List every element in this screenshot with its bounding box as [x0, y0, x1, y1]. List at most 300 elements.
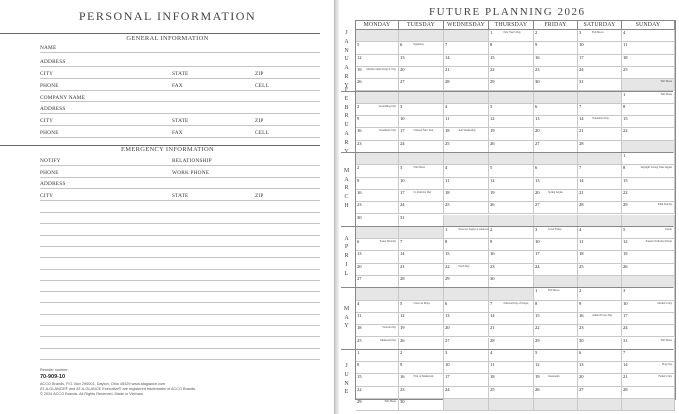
day-cell[interactable] — [399, 67, 444, 78]
day-cell[interactable] — [399, 178, 444, 189]
day-cell[interactable] — [578, 325, 622, 336]
day-number: 4 — [623, 30, 626, 35]
day-cell[interactable] — [356, 79, 399, 90]
day-cell[interactable] — [444, 153, 489, 164]
day-number: 19 — [490, 128, 495, 134]
day-cell[interactable] — [444, 92, 489, 103]
day-cell[interactable] — [444, 338, 489, 349]
day-cell[interactable] — [399, 30, 444, 41]
day-number: 28 — [490, 337, 495, 343]
day-cell[interactable] — [622, 128, 675, 139]
day-cell[interactable] — [489, 190, 534, 201]
day-cell[interactable] — [489, 251, 534, 262]
day-cell[interactable] — [444, 128, 489, 139]
day-cell[interactable] — [489, 141, 534, 152]
day-cell[interactable] — [444, 42, 489, 53]
day-cell[interactable] — [534, 374, 578, 385]
day-cell[interactable] — [578, 338, 622, 349]
day-number: 21 — [623, 374, 628, 380]
day-cell[interactable] — [489, 301, 534, 312]
day-cell[interactable] — [444, 350, 489, 361]
day-cell[interactable] — [356, 215, 399, 226]
day-cell[interactable] — [356, 141, 399, 152]
day-cell[interactable] — [578, 104, 622, 115]
day-cell[interactable] — [356, 374, 399, 385]
day-cell[interactable] — [622, 165, 675, 176]
day-cell[interactable] — [399, 399, 444, 410]
day-cell[interactable] — [534, 264, 578, 275]
day-cell[interactable] — [399, 301, 444, 312]
day-cell[interactable] — [399, 325, 444, 336]
day-number: 2 — [357, 165, 360, 171]
day-number: 20 — [357, 263, 362, 269]
field-label-city: CITY — [40, 71, 54, 77]
writing-line — [40, 212, 320, 213]
day-cell[interactable] — [399, 276, 444, 287]
day-cell[interactable] — [578, 313, 622, 324]
day-cell[interactable] — [399, 374, 444, 385]
day-cell[interactable] — [356, 301, 399, 312]
day-cell[interactable] — [444, 264, 489, 275]
holiday-note: Full Moon — [413, 166, 425, 170]
day-cell[interactable] — [489, 362, 534, 373]
week-row — [356, 387, 675, 399]
day-cell[interactable] — [534, 92, 578, 103]
general-information-heading: GENERAL INFORMATION — [126, 35, 209, 42]
day-cell[interactable] — [356, 153, 399, 164]
day-cell[interactable] — [622, 153, 675, 164]
day-cell[interactable] — [356, 313, 399, 324]
day-cell[interactable] — [444, 374, 489, 385]
month-divider — [341, 349, 673, 350]
day-cell[interactable] — [489, 116, 534, 127]
day-cell[interactable] — [578, 215, 622, 226]
day-cell[interactable] — [399, 338, 444, 349]
day-cell[interactable] — [489, 153, 534, 164]
day-cell[interactable] — [399, 116, 444, 127]
day-cell[interactable] — [578, 165, 622, 176]
day-cell[interactable] — [622, 264, 675, 275]
day-number: 8 — [623, 165, 626, 171]
day-cell[interactable] — [622, 325, 675, 336]
day-number: 7 — [623, 349, 626, 355]
day-cell[interactable] — [534, 239, 578, 250]
day-cell[interactable] — [444, 387, 489, 398]
day-cell[interactable] — [399, 387, 444, 398]
day-number: 14 — [579, 116, 584, 122]
day-cell[interactable] — [534, 288, 578, 299]
day-cell[interactable] — [578, 350, 622, 361]
day-number: 11 — [445, 116, 450, 122]
day-cell[interactable] — [356, 239, 399, 250]
day-cell[interactable] — [578, 55, 622, 66]
day-number: 6 — [445, 300, 448, 306]
day-cell[interactable] — [489, 239, 534, 250]
day-number: 26 — [357, 79, 362, 85]
day-cell[interactable] — [356, 165, 399, 176]
day-cell[interactable] — [356, 276, 399, 287]
day-number: 15 — [357, 374, 362, 380]
day-cell[interactable] — [578, 288, 622, 299]
day-cell[interactable] — [356, 92, 399, 103]
day-cell[interactable] — [356, 264, 399, 275]
day-cell[interactable] — [622, 30, 675, 41]
day-cell[interactable] — [622, 251, 675, 262]
day-number: 29 — [623, 202, 628, 208]
day-cell[interactable] — [444, 239, 489, 250]
day-cell[interactable] — [399, 153, 444, 164]
day-cell[interactable] — [578, 67, 622, 78]
day-cell[interactable] — [489, 288, 534, 299]
day-cell[interactable] — [578, 79, 622, 90]
day-cell[interactable] — [399, 288, 444, 299]
day-cell[interactable] — [489, 387, 534, 398]
week-row — [356, 153, 675, 165]
month-divider — [341, 152, 673, 153]
day-cell[interactable] — [578, 239, 622, 250]
day-cell[interactable] — [489, 350, 534, 361]
writing-line — [40, 90, 320, 91]
day-cell[interactable] — [356, 42, 399, 53]
writing-line — [40, 291, 320, 292]
day-cell[interactable] — [489, 42, 534, 53]
day-cell[interactable] — [534, 30, 578, 41]
day-number: 6 — [535, 165, 538, 171]
day-cell[interactable] — [399, 350, 444, 361]
writing-line — [40, 359, 320, 360]
day-cell[interactable] — [622, 202, 675, 213]
day-cell[interactable] — [534, 387, 578, 398]
day-cell[interactable] — [356, 178, 399, 189]
day-cell[interactable] — [622, 190, 675, 201]
day-cell[interactable] — [489, 215, 534, 226]
day-cell[interactable] — [489, 128, 534, 139]
day-cell[interactable] — [622, 215, 675, 226]
day-cell[interactable] — [399, 79, 444, 90]
day-cell[interactable] — [578, 92, 622, 103]
day-cell[interactable] — [444, 251, 489, 262]
day-cell[interactable] — [622, 288, 675, 299]
day-number: 3 — [445, 349, 448, 355]
day-cell[interactable] — [444, 141, 489, 152]
day-cell[interactable] — [578, 301, 622, 312]
day-cell[interactable] — [399, 128, 444, 139]
day-number: 28 — [623, 386, 628, 392]
day-cell[interactable] — [578, 178, 622, 189]
day-cell[interactable] — [534, 104, 578, 115]
day-cell[interactable] — [622, 141, 675, 152]
day-cell[interactable] — [489, 55, 534, 66]
day-cell[interactable] — [622, 338, 675, 349]
day-cell[interactable] — [356, 104, 399, 115]
day-cell[interactable] — [444, 325, 489, 336]
day-cell[interactable] — [622, 227, 675, 238]
calendar-grid — [355, 20, 676, 404]
writing-line — [40, 235, 320, 236]
day-cell[interactable] — [356, 202, 399, 213]
day-number: 23 — [400, 386, 405, 392]
day-cell[interactable] — [534, 178, 578, 189]
day-cell[interactable] — [534, 338, 578, 349]
day-cell[interactable] — [578, 227, 622, 238]
day-cell[interactable] — [444, 55, 489, 66]
writing-line — [40, 314, 320, 315]
day-cell[interactable] — [489, 313, 534, 324]
holiday-note: Chinese New Year — [413, 129, 434, 133]
day-cell[interactable] — [578, 30, 622, 41]
week-row — [356, 227, 675, 239]
day-cell[interactable] — [489, 374, 534, 385]
day-cell[interactable] — [534, 227, 578, 238]
day-cell[interactable] — [489, 79, 534, 90]
day-cell[interactable] — [534, 67, 578, 78]
day-cell[interactable] — [534, 55, 578, 66]
writing-line — [40, 348, 320, 349]
field-label-phone: PHONE — [40, 83, 59, 89]
day-cell[interactable] — [399, 55, 444, 66]
day-cell[interactable] — [622, 387, 675, 398]
day-number: 23 — [357, 140, 362, 146]
day-cell[interactable] — [534, 141, 578, 152]
week-row — [356, 288, 675, 300]
day-cell[interactable] — [534, 301, 578, 312]
day-number: 8 — [490, 42, 493, 48]
day-cell[interactable] — [356, 116, 399, 127]
day-cell[interactable] — [622, 239, 675, 250]
day-cell[interactable] — [489, 202, 534, 213]
day-cell[interactable] — [356, 190, 399, 201]
day-cell[interactable] — [622, 67, 675, 78]
day-cell[interactable] — [399, 190, 444, 201]
day-cell[interactable] — [444, 288, 489, 299]
day-cell[interactable] — [356, 227, 399, 238]
day-cell[interactable] — [622, 276, 675, 287]
day-cell[interactable] — [578, 153, 622, 164]
day-cell[interactable] — [578, 116, 622, 127]
field-label-state: STATE — [172, 118, 189, 124]
day-cell[interactable] — [399, 165, 444, 176]
day-cell[interactable] — [622, 79, 675, 90]
day-cell[interactable] — [399, 313, 444, 324]
day-cell[interactable] — [489, 67, 534, 78]
day-cell[interactable] — [444, 362, 489, 373]
day-cell[interactable] — [399, 362, 444, 373]
day-cell[interactable] — [578, 374, 622, 385]
day-cell[interactable] — [534, 276, 578, 287]
day-cell[interactable] — [444, 30, 489, 41]
day-cell[interactable] — [444, 301, 489, 312]
day-cell[interactable] — [399, 227, 444, 238]
holiday-note: Father's Day — [658, 375, 672, 379]
day-cell[interactable] — [444, 313, 489, 324]
day-cell[interactable] — [399, 104, 444, 115]
day-number: 16 — [400, 374, 405, 380]
day-number: 14 — [400, 251, 405, 257]
day-cell[interactable] — [489, 104, 534, 115]
day-cell[interactable] — [578, 399, 622, 410]
day-cell[interactable] — [578, 141, 622, 152]
day-cell[interactable] — [444, 202, 489, 213]
day-cell[interactable] — [578, 362, 622, 373]
day-cell[interactable] — [399, 264, 444, 275]
day-cell[interactable] — [534, 350, 578, 361]
day-number: 10 — [400, 177, 405, 183]
day-cell[interactable] — [399, 202, 444, 213]
day-cell[interactable] — [578, 251, 622, 262]
day-cell[interactable] — [534, 399, 578, 410]
day-cell[interactable] — [489, 399, 534, 410]
day-cell[interactable] — [622, 116, 675, 127]
day-cell[interactable] — [622, 313, 675, 324]
day-cell[interactable] — [534, 165, 578, 176]
field-label-cell: CELL — [255, 130, 270, 136]
day-cell[interactable] — [578, 42, 622, 53]
day-cell[interactable] — [356, 288, 399, 299]
day-cell[interactable] — [534, 215, 578, 226]
day-cell[interactable] — [444, 190, 489, 201]
day-number: 4 — [357, 300, 360, 306]
day-cell[interactable] — [489, 30, 534, 41]
day-cell[interactable] — [489, 165, 534, 176]
day-cell[interactable] — [578, 276, 622, 287]
day-number: 19 — [623, 251, 628, 257]
day-cell[interactable] — [399, 141, 444, 152]
day-cell[interactable] — [444, 215, 489, 226]
day-cell[interactable] — [534, 128, 578, 139]
holiday-note: Full Moon — [660, 338, 672, 342]
day-cell[interactable] — [622, 399, 675, 410]
day-cell[interactable] — [534, 190, 578, 201]
field-label-phone: PHONE — [40, 130, 59, 136]
day-cell[interactable] — [444, 227, 489, 238]
day-cell[interactable] — [356, 387, 399, 398]
day-cell[interactable] — [489, 227, 534, 238]
writing-line — [40, 200, 320, 201]
day-cell[interactable] — [534, 116, 578, 127]
day-cell[interactable] — [578, 264, 622, 275]
day-cell[interactable] — [356, 55, 399, 66]
day-cell[interactable] — [489, 92, 534, 103]
day-number: 3 — [400, 103, 403, 109]
field-label-fax: FAX — [172, 130, 183, 136]
day-cell[interactable] — [622, 42, 675, 53]
day-cell[interactable] — [622, 178, 675, 189]
weekday-header-friday: FRIDAY — [534, 21, 578, 30]
day-cell[interactable] — [622, 374, 675, 385]
day-cell[interactable] — [444, 165, 489, 176]
day-cell[interactable] — [356, 338, 399, 349]
day-cell[interactable] — [489, 338, 534, 349]
field-label-cell: CELL — [255, 83, 270, 89]
day-cell[interactable] — [534, 153, 578, 164]
day-number: 17 — [579, 54, 584, 60]
day-cell[interactable] — [534, 79, 578, 90]
day-cell[interactable] — [489, 276, 534, 287]
day-number: 19 — [490, 189, 495, 195]
day-cell[interactable] — [356, 350, 399, 361]
day-cell[interactable] — [622, 92, 675, 103]
day-cell[interactable] — [444, 104, 489, 115]
day-cell[interactable] — [356, 251, 399, 262]
day-cell[interactable] — [444, 79, 489, 90]
weekday-header-saturday: SATURDAY — [578, 21, 622, 30]
day-cell[interactable] — [489, 178, 534, 189]
holiday-note: Full Moon — [660, 80, 672, 84]
day-cell[interactable] — [444, 67, 489, 78]
holiday-note: Full Moon — [384, 400, 396, 403]
day-cell[interactable] — [444, 276, 489, 287]
day-cell[interactable] — [534, 202, 578, 213]
day-number: 5 — [490, 165, 493, 171]
day-cell[interactable] — [356, 399, 399, 410]
day-cell[interactable] — [399, 215, 444, 226]
day-number: 9 — [535, 42, 538, 48]
day-number: 20 — [535, 128, 540, 134]
week-row — [356, 92, 675, 104]
day-number: 4 — [445, 165, 448, 171]
day-cell[interactable] — [534, 42, 578, 53]
day-cell[interactable] — [444, 399, 489, 410]
month-divider — [341, 91, 673, 92]
day-cell[interactable] — [444, 178, 489, 189]
day-cell[interactable] — [489, 325, 534, 336]
day-cell[interactable] — [534, 362, 578, 373]
day-cell[interactable] — [578, 128, 622, 139]
day-cell[interactable] — [534, 251, 578, 262]
day-number: 3 — [400, 165, 403, 171]
day-cell[interactable] — [622, 301, 675, 312]
weekday-header-thursday: THURSDAY — [489, 21, 534, 30]
day-cell[interactable] — [356, 325, 399, 336]
day-cell[interactable] — [399, 92, 444, 103]
day-cell[interactable] — [356, 128, 399, 139]
day-cell[interactable] — [356, 67, 399, 78]
day-cell[interactable] — [622, 362, 675, 373]
day-cell[interactable] — [578, 190, 622, 201]
page-title: PERSONAL INFORMATION — [78, 9, 257, 23]
holiday-note: Full Moon — [592, 31, 604, 34]
day-number: 11 — [623, 42, 628, 48]
week-row — [356, 374, 675, 386]
day-number: 1 — [445, 226, 448, 232]
writing-line — [40, 78, 320, 79]
day-cell[interactable] — [399, 239, 444, 250]
day-number: 4 — [445, 103, 448, 109]
day-cell[interactable] — [356, 30, 399, 41]
day-cell[interactable] — [399, 42, 444, 53]
day-cell[interactable] — [578, 387, 622, 398]
day-number: 24 — [400, 202, 405, 208]
day-cell[interactable] — [444, 116, 489, 127]
day-number: 4 — [490, 349, 493, 355]
day-cell[interactable] — [356, 362, 399, 373]
day-cell[interactable] — [622, 55, 675, 66]
day-cell[interactable] — [578, 202, 622, 213]
day-number: 23 — [579, 325, 584, 331]
day-number: 7 — [579, 165, 582, 171]
day-number: 19 — [357, 66, 362, 72]
holiday-note: Valentine's Day — [592, 117, 609, 121]
day-cell[interactable] — [489, 264, 534, 275]
day-cell[interactable] — [622, 104, 675, 115]
day-number: 15 — [623, 177, 628, 183]
day-cell[interactable] — [622, 350, 675, 361]
day-cell[interactable] — [534, 325, 578, 336]
day-cell[interactable] — [399, 251, 444, 262]
day-cell[interactable] — [534, 313, 578, 324]
day-number: 17 — [623, 312, 628, 318]
day-number: 18 — [445, 128, 450, 134]
